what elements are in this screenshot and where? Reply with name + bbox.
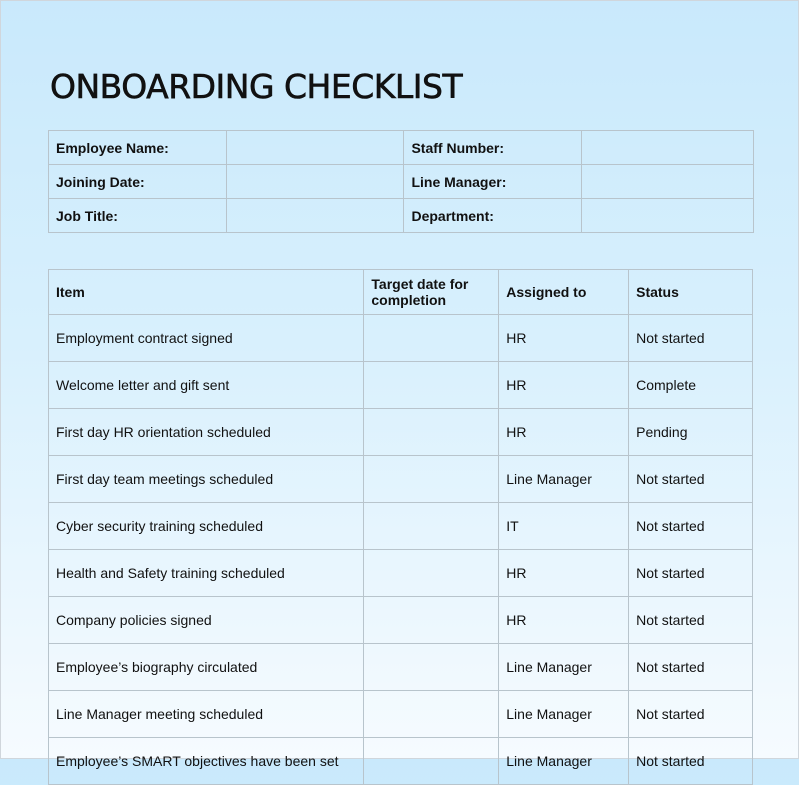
assigned-to-cell: HR	[499, 550, 629, 597]
employee-info-table	[48, 130, 754, 233]
status-cell: Complete	[629, 362, 753, 409]
assigned-to-cell: HR	[499, 409, 629, 456]
item-cell: Employee’s biography circulated	[49, 644, 364, 691]
assigned-to-cell: IT	[499, 503, 629, 550]
assigned-to-cell: Line Manager	[499, 456, 629, 503]
assigned-to-cell: Line Manager	[499, 691, 629, 738]
assigned-to-cell: Line Manager	[499, 738, 629, 785]
target-date-cell[interactable]	[364, 597, 499, 644]
column-header-status: Status	[629, 270, 753, 315]
column-header-target-date: Target date for completion	[364, 270, 499, 315]
table-row	[49, 597, 753, 644]
status-cell: Pending	[629, 409, 753, 456]
onboarding-checklist-table	[48, 269, 753, 785]
status-cell: Not started	[629, 503, 753, 550]
item-cell: Company policies signed	[49, 597, 364, 644]
assigned-to-cell: Line Manager	[499, 644, 629, 691]
column-header-assigned-to: Assigned to	[499, 270, 629, 315]
table-row	[49, 315, 753, 362]
target-date-cell[interactable]	[364, 738, 499, 785]
checklist-header-row	[49, 270, 753, 315]
employee-name-label: Employee Name:	[49, 131, 227, 165]
table-row	[49, 644, 753, 691]
item-cell: Health and Safety training scheduled	[49, 550, 364, 597]
joining-date-field[interactable]	[226, 165, 404, 199]
assigned-to-cell: HR	[499, 315, 629, 362]
employee-name-field[interactable]	[226, 131, 404, 165]
status-cell: Not started	[629, 315, 753, 362]
target-date-cell[interactable]	[364, 409, 499, 456]
item-cell: Line Manager meeting scheduled	[49, 691, 364, 738]
column-header-item: Item	[49, 270, 364, 315]
target-date-cell[interactable]	[364, 456, 499, 503]
table-row	[49, 738, 753, 785]
status-cell: Not started	[629, 644, 753, 691]
target-date-cell[interactable]	[364, 691, 499, 738]
assigned-to-cell: HR	[499, 362, 629, 409]
target-date-cell[interactable]	[364, 550, 499, 597]
joining-date-label: Joining Date:	[49, 165, 227, 199]
item-cell: First day team meetings scheduled	[49, 456, 364, 503]
info-row-joining-date	[49, 165, 754, 199]
target-date-cell[interactable]	[364, 315, 499, 362]
item-cell: Welcome letter and gift sent	[49, 362, 364, 409]
table-row	[49, 409, 753, 456]
job-title-label: Job Title:	[49, 199, 227, 233]
staff-number-label: Staff Number:	[404, 131, 582, 165]
department-label: Department:	[404, 199, 582, 233]
table-row	[49, 550, 753, 597]
target-date-cell[interactable]	[364, 362, 499, 409]
target-date-cell[interactable]	[364, 503, 499, 550]
status-cell: Not started	[629, 738, 753, 785]
item-cell: Employment contract signed	[49, 315, 364, 362]
item-cell: First day HR orientation scheduled	[49, 409, 364, 456]
assigned-to-cell: HR	[499, 597, 629, 644]
department-field[interactable]	[582, 199, 754, 233]
status-cell: Not started	[629, 691, 753, 738]
job-title-field[interactable]	[226, 199, 404, 233]
table-row	[49, 456, 753, 503]
table-row	[49, 691, 753, 738]
item-cell: Employee’s SMART objectives have been set	[49, 738, 364, 785]
status-cell: Not started	[629, 456, 753, 503]
target-date-cell[interactable]	[364, 644, 499, 691]
table-row	[49, 503, 753, 550]
info-row-employee-name	[49, 131, 754, 165]
status-cell: Not started	[629, 550, 753, 597]
page-title: ONBOARDING CHECKLIST	[50, 67, 463, 106]
staff-number-field[interactable]	[582, 131, 754, 165]
line-manager-field[interactable]	[582, 165, 754, 199]
line-manager-label: Line Manager:	[404, 165, 582, 199]
info-row-job-title	[49, 199, 754, 233]
status-cell: Not started	[629, 597, 753, 644]
item-cell: Cyber security training scheduled	[49, 503, 364, 550]
table-row	[49, 362, 753, 409]
